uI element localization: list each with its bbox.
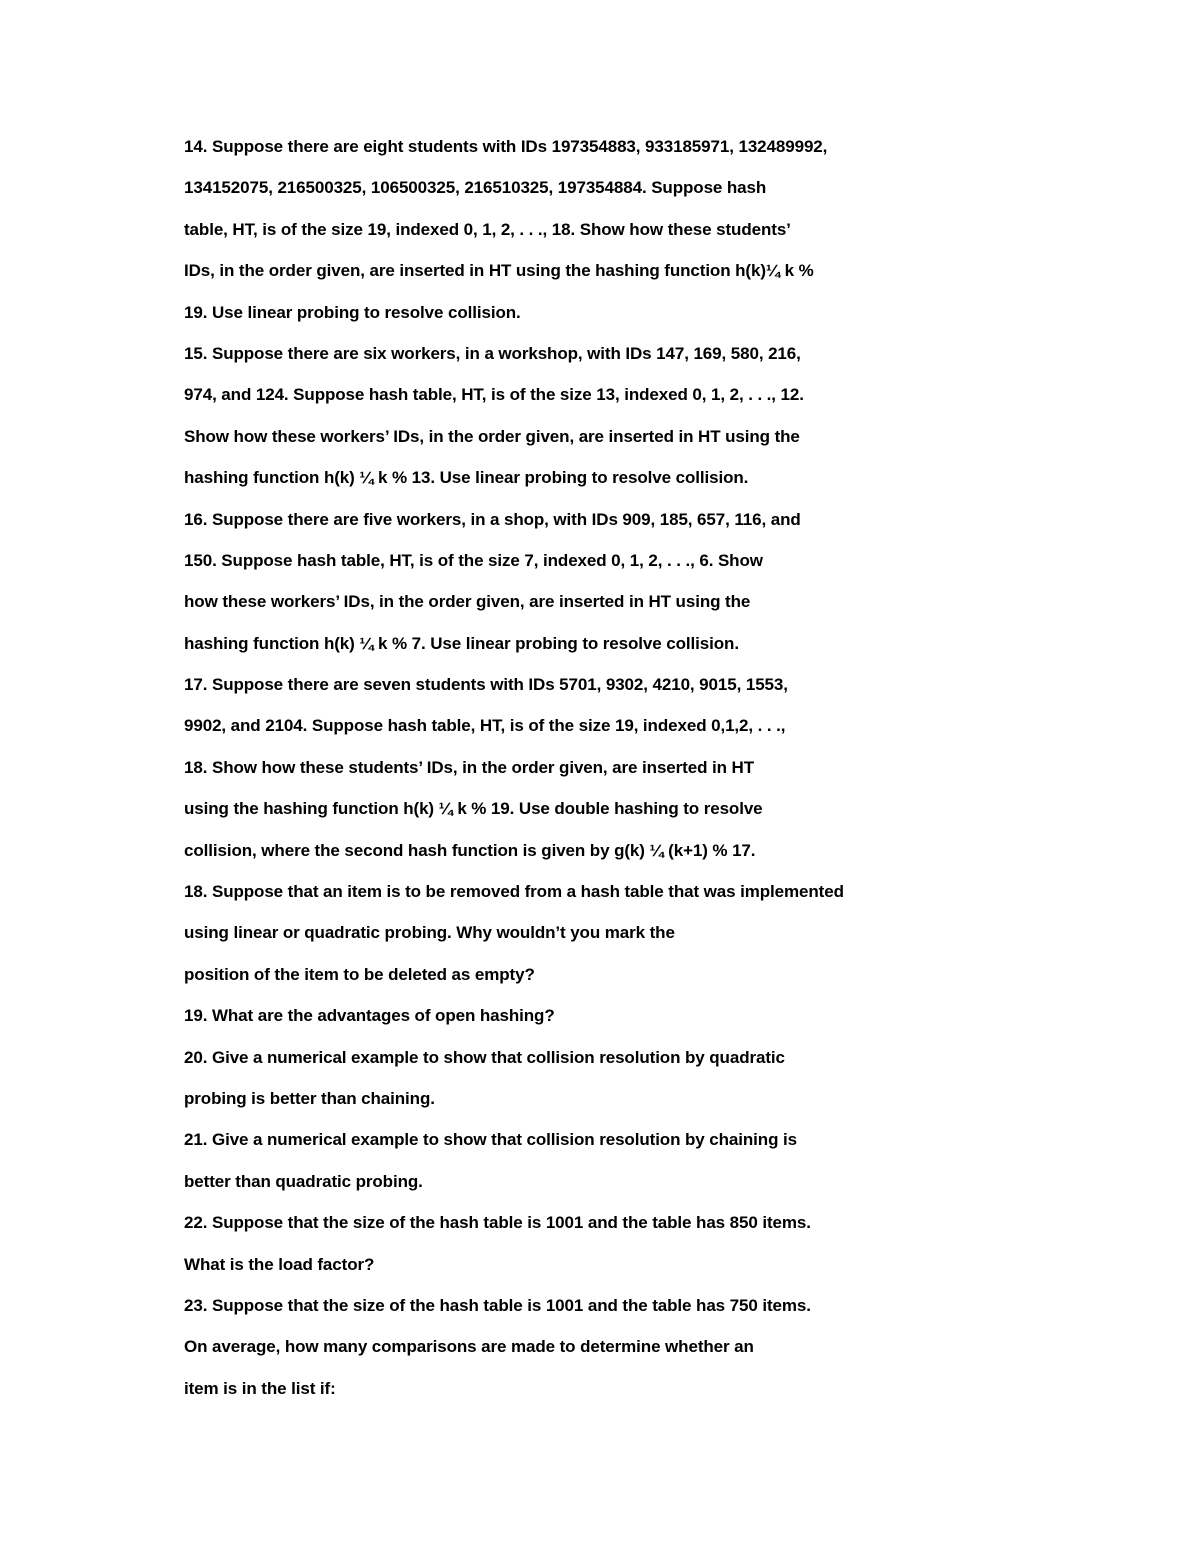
- text-line: position of the item to be deleted as empty?: [184, 964, 535, 984]
- text-line: What is the load factor?: [184, 1254, 375, 1274]
- text-line: IDs, in the order given, are inserted in HT using the hashing function h(k)¼ k %: [184, 261, 814, 281]
- text-line: 16. Suppose there are five workers, in a shop, with IDs 909, 185, 657, 116, and: [184, 509, 801, 529]
- text-line: collision, where the second hash function is given by g(k) ¼ (k+1) % 17.: [184, 840, 756, 860]
- text-line: 19. What are the advantages of open hashing?: [184, 1006, 555, 1026]
- text-line: hashing function h(k) ¼ k % 7. Use linear probing to resolve collision.: [184, 633, 739, 653]
- text-line: probing is better than chaining.: [184, 1088, 435, 1108]
- question-text-block: [184, 126, 1164, 1409]
- text-line: 18. Suppose that an item is to be removed from a hash table that was implemented: [184, 882, 844, 902]
- text-line: 150. Suppose hash table, HT, is of the size 7, indexed 0, 1, 2, . . ., 6. Show: [184, 550, 763, 570]
- text-line: 134152075, 216500325, 106500325, 216510325, 197354884. Suppose hash: [184, 178, 767, 198]
- text-line: 22. Suppose that the size of the hash table is 1001 and the table has 850 items.: [184, 1213, 811, 1233]
- text-line: how these workers’ IDs, in the order given, are inserted in HT using the: [184, 592, 751, 612]
- text-line: 23. Suppose that the size of the hash table is 1001 and the table has 750 items.: [184, 1295, 811, 1315]
- text-line: Show how these workers’ IDs, in the order given, are inserted in HT using the: [184, 426, 800, 446]
- text-line: better than quadratic probing.: [184, 1171, 423, 1191]
- text-line: hashing function h(k) ¼ k % 13. Use linear probing to resolve collision.: [184, 468, 749, 488]
- text-line: 19. Use linear probing to resolve collision.: [184, 302, 521, 322]
- text-line: item is in the list if:: [184, 1378, 336, 1398]
- text-line: 9902, and 2104. Suppose hash table, HT, is of the size 19, indexed 0,1,2, . . .,: [184, 716, 786, 736]
- text-line: using linear or quadratic probing. Why wouldn’t you mark the: [184, 923, 675, 943]
- text-line: 974, and 124. Suppose hash table, HT, is of the size 13, indexed 0, 1, 2, . . ., 12.: [184, 385, 804, 405]
- text-line: 21. Give a numerical example to show that collision resolution by chaining is: [184, 1130, 797, 1150]
- text-line: table, HT, is of the size 19, indexed 0, 1, 2, . . ., 18. Show how these students’: [184, 219, 791, 239]
- text-line: 14. Suppose there are eight students with IDs 197354883, 933185971, 132489992,: [184, 137, 828, 156]
- text-line: On average, how many comparisons are made to determine whether an: [184, 1337, 754, 1357]
- text-line: 17. Suppose there are seven students with IDs 5701, 9302, 4210, 9015, 1553,: [184, 675, 788, 695]
- text-line: using the hashing function h(k) ¼ k % 19. Use double hashing to resolve: [184, 799, 763, 819]
- text-line: 20. Give a numerical example to show that collision resolution by quadratic: [184, 1047, 785, 1067]
- text-line: 18. Show how these students’ IDs, in the order given, are inserted in HT: [184, 757, 754, 777]
- text-line: 15. Suppose there are six workers, in a workshop, with IDs 147, 169, 580, 216,: [184, 343, 801, 363]
